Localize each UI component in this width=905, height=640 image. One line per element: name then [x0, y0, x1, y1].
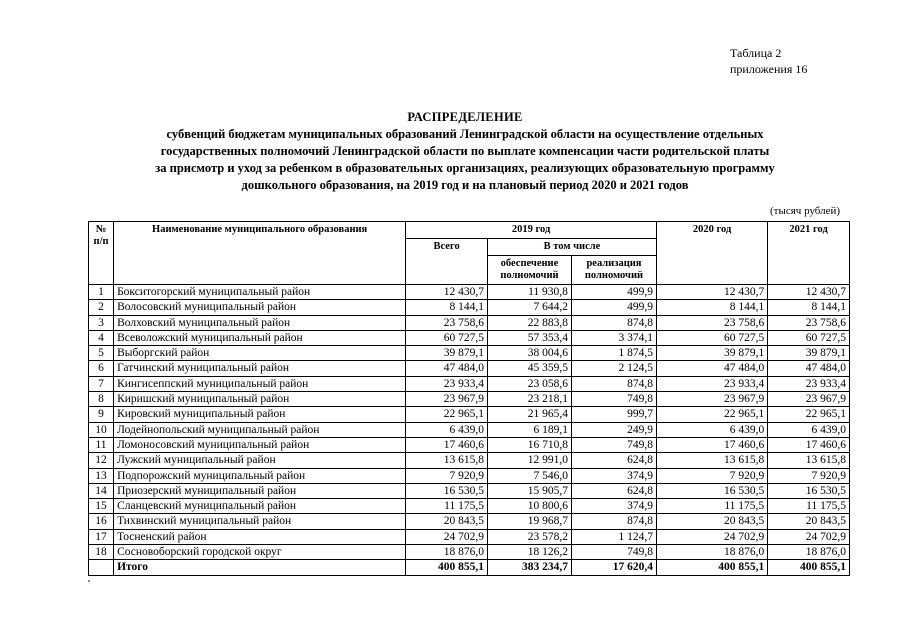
cell-y2021: 60 727,5 [768, 330, 850, 345]
total-impl: 17 620,4 [571, 560, 656, 575]
cell-y2021: 11 175,5 [768, 499, 850, 514]
cell-support: 21 965,4 [488, 407, 572, 422]
cell-name: Выборгский район [114, 346, 406, 361]
cell-total: 16 530,5 [406, 483, 488, 498]
cell-y2021: 8 144,1 [768, 300, 850, 315]
cell-total: 18 876,0 [406, 545, 488, 560]
table-row [89, 392, 850, 407]
cell-support: 22 883,8 [488, 315, 572, 330]
cell-y2021: 22 965,1 [768, 407, 850, 422]
cell-y2021: 18 876,0 [768, 545, 850, 560]
header-no: № п/п [89, 222, 114, 285]
cell-support: 10 800,6 [488, 499, 572, 514]
cell-no: 2 [89, 300, 114, 315]
cell-y2020: 60 727,5 [657, 330, 768, 345]
cell-impl: 374,9 [571, 468, 656, 483]
cell-name: Подпорожский муниципальный район [114, 468, 406, 483]
cell-no: 11 [89, 437, 114, 452]
cell-y2021: 13 615,8 [768, 453, 850, 468]
cell-support: 57 353,4 [488, 330, 572, 345]
cell-support: 7 546,0 [488, 468, 572, 483]
cell-no: 5 [89, 346, 114, 361]
table-row [89, 315, 850, 330]
cell-support: 38 004,6 [488, 346, 572, 361]
cell-no: 9 [89, 407, 114, 422]
header-support: обеспечение полномочий [488, 256, 572, 285]
heading-line-4: дошкольного образования, на 2019 год и на плановый период 2020 и 2021 годов [241, 178, 689, 192]
cell-name: Ломоносовский муниципальный район [114, 437, 406, 452]
cell-y2020: 23 967,9 [657, 392, 768, 407]
cell-total: 60 727,5 [406, 330, 488, 345]
cell-y2020: 23 933,4 [657, 376, 768, 391]
cell-y2021: 12 430,7 [768, 285, 850, 300]
table-row [89, 407, 850, 422]
cell-name: Сосновоборский городской округ [114, 545, 406, 560]
cell-name: Тосненский район [114, 529, 406, 544]
cell-y2021: 23 758,6 [768, 315, 850, 330]
cell-impl: 749,8 [571, 437, 656, 452]
cell-support: 23 058,6 [488, 376, 572, 391]
heading-title: РАСПРЕДЕЛЕНИЕ [407, 110, 523, 124]
cell-name: Волховский муниципальный район [114, 315, 406, 330]
appendix-note [730, 45, 807, 77]
distribution-table [88, 221, 850, 576]
cell-impl: 749,8 [571, 392, 656, 407]
total-y2021: 400 855,1 [768, 560, 850, 575]
cell-no: 12 [89, 453, 114, 468]
cell-name: Всеволожский муниципальный район [114, 330, 406, 345]
document-heading [80, 109, 850, 194]
cell-no: 15 [89, 499, 114, 514]
cell-name: Лужский муниципальный район [114, 453, 406, 468]
cell-name: Лодейнопольский муниципальный район [114, 422, 406, 437]
cell-y2020: 16 530,5 [657, 483, 768, 498]
cell-total: 23 758,6 [406, 315, 488, 330]
table-row [89, 468, 850, 483]
cell-name: Кингисеппский муниципальный район [114, 376, 406, 391]
cell-total: 20 843,5 [406, 514, 488, 529]
header-total: Всего [406, 239, 488, 285]
cell-y2021: 17 460,6 [768, 437, 850, 452]
cell-y2021: 20 843,5 [768, 514, 850, 529]
table-row [89, 346, 850, 361]
cell-total: 6 439,0 [406, 422, 488, 437]
total-row [89, 560, 850, 575]
cell-total: 8 144,1 [406, 300, 488, 315]
cell-y2021: 16 530,5 [768, 483, 850, 498]
cell-support: 6 189,1 [488, 422, 572, 437]
table-row [89, 376, 850, 391]
table-row [89, 422, 850, 437]
cell-no: 10 [89, 422, 114, 437]
cell-support: 45 359,5 [488, 361, 572, 376]
table-row [89, 285, 850, 300]
cell-no: 7 [89, 376, 114, 391]
table-row [89, 529, 850, 544]
cell-impl: 874,8 [571, 315, 656, 330]
cell-name: Тихвинский муниципальный район [114, 514, 406, 529]
header-name: Наименование муниципального образования [114, 222, 406, 285]
cell-support: 11 930,8 [488, 285, 572, 300]
total-y2020: 400 855,1 [657, 560, 768, 575]
table-row [89, 453, 850, 468]
cell-name: Киришский муниципальный район [114, 392, 406, 407]
cell-impl: 874,8 [571, 514, 656, 529]
header-2019: 2019 год [406, 222, 657, 239]
cell-total: 23 967,9 [406, 392, 488, 407]
cell-total: 13 615,8 [406, 453, 488, 468]
cell-y2020: 17 460,6 [657, 437, 768, 452]
cell-impl: 499,9 [571, 300, 656, 315]
cell-y2021: 23 967,9 [768, 392, 850, 407]
cell-y2020: 7 920,9 [657, 468, 768, 483]
cell-y2020: 20 843,5 [657, 514, 768, 529]
cell-name: Бокситогорский муниципальный район [114, 285, 406, 300]
units-note: (тысяч рублей) [770, 205, 841, 217]
cell-no: 17 [89, 529, 114, 544]
cell-support: 12 991,0 [488, 453, 572, 468]
table-row [89, 361, 850, 376]
cell-no: 1 [89, 285, 114, 300]
cell-name: Волосовский муниципальный район [114, 300, 406, 315]
table-row [89, 437, 850, 452]
cell-total: 22 965,1 [406, 407, 488, 422]
cell-total: 23 933,4 [406, 376, 488, 391]
cell-support: 23 218,1 [488, 392, 572, 407]
table-row [89, 514, 850, 529]
heading-line-2: государственных полномочий Ленинградской области по выплате компенсации части родительской платы [160, 144, 770, 158]
cell-total: 47 484,0 [406, 361, 488, 376]
table-row [89, 483, 850, 498]
cell-impl: 624,8 [571, 483, 656, 498]
cell-total: 7 920,9 [406, 468, 488, 483]
cell-support: 7 644,2 [488, 300, 572, 315]
scan-dot [88, 580, 90, 582]
cell-no: 16 [89, 514, 114, 529]
table-row [89, 545, 850, 560]
cell-no: 8 [89, 392, 114, 407]
appendix-line-1: Таблица 2 [730, 46, 782, 60]
cell-no: 18 [89, 545, 114, 560]
cell-impl: 624,8 [571, 453, 656, 468]
cell-y2020: 22 965,1 [657, 407, 768, 422]
cell-support: 18 126,2 [488, 545, 572, 560]
cell-impl: 999,7 [571, 407, 656, 422]
header-implementation: реализация полномочий [571, 256, 656, 285]
cell-no: 6 [89, 361, 114, 376]
cell-y2020: 11 175,5 [657, 499, 768, 514]
cell-y2021: 23 933,4 [768, 376, 850, 391]
cell-y2020: 23 758,6 [657, 315, 768, 330]
cell-y2021: 47 484,0 [768, 361, 850, 376]
cell-y2020: 18 876,0 [657, 545, 768, 560]
total-label: Итого [114, 560, 406, 575]
cell-no: 14 [89, 483, 114, 498]
cell-support: 16 710,8 [488, 437, 572, 452]
cell-impl: 374,9 [571, 499, 656, 514]
heading-line-3: за присмотр и уход за ребенком в образовательных организациях, реализующих образовательную программу [155, 161, 775, 175]
cell-y2020: 47 484,0 [657, 361, 768, 376]
cell-y2021: 7 920,9 [768, 468, 850, 483]
cell-impl: 249,9 [571, 422, 656, 437]
cell-y2021: 24 702,9 [768, 529, 850, 544]
cell-impl: 874,8 [571, 376, 656, 391]
cell-y2020: 24 702,9 [657, 529, 768, 544]
cell-y2020: 39 879,1 [657, 346, 768, 361]
cell-total: 39 879,1 [406, 346, 488, 361]
header-2021: 2021 год [768, 222, 850, 285]
table-body [89, 285, 850, 576]
appendix-line-2: приложения 16 [730, 62, 808, 76]
header-2020: 2020 год [657, 222, 768, 285]
cell-name: Приозерский муниципальный район [114, 483, 406, 498]
cell-support: 23 578,2 [488, 529, 572, 544]
cell-y2020: 6 439,0 [657, 422, 768, 437]
cell-impl: 2 124,5 [571, 361, 656, 376]
cell-support: 15 905,7 [488, 483, 572, 498]
cell-impl: 3 374,1 [571, 330, 656, 345]
total-support: 383 234,7 [488, 560, 572, 575]
cell-name: Сланцевский муниципальный район [114, 499, 406, 514]
table-row [89, 300, 850, 315]
heading-line-1: субвенций бюджетам муниципальных образований Ленинградской области на осуществление отдельных [166, 127, 764, 141]
cell-support: 19 968,7 [488, 514, 572, 529]
cell-total: 24 702,9 [406, 529, 488, 544]
cell-no: 3 [89, 315, 114, 330]
cell-total: 11 175,5 [406, 499, 488, 514]
cell-y2020: 8 144,1 [657, 300, 768, 315]
cell-y2021: 39 879,1 [768, 346, 850, 361]
table-row [89, 499, 850, 514]
cell-impl: 1 124,7 [571, 529, 656, 544]
cell-impl: 499,9 [571, 285, 656, 300]
cell-no: 13 [89, 468, 114, 483]
total-total: 400 855,1 [406, 560, 488, 575]
header-including: В том числе [488, 239, 657, 256]
total-no-cell [89, 560, 114, 575]
cell-no: 4 [89, 330, 114, 345]
cell-name: Кировский муниципальный район [114, 407, 406, 422]
cell-total: 12 430,7 [406, 285, 488, 300]
cell-y2021: 6 439,0 [768, 422, 850, 437]
cell-y2020: 12 430,7 [657, 285, 768, 300]
cell-name: Гатчинский муниципальный район [114, 361, 406, 376]
cell-y2020: 13 615,8 [657, 453, 768, 468]
cell-total: 17 460,6 [406, 437, 488, 452]
cell-impl: 749,8 [571, 545, 656, 560]
table-row [89, 330, 850, 345]
cell-impl: 1 874,5 [571, 346, 656, 361]
